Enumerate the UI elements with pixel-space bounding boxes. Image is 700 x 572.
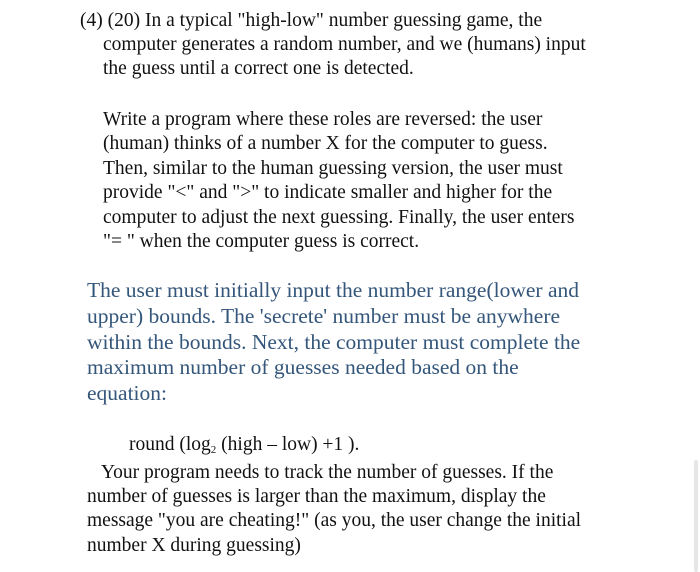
tracking-line: number of guesses is larger than the maximum, display the — [87, 486, 546, 508]
formula-log-base: 2 — [210, 444, 217, 456]
range-line: upper) bounds. The 'secrete' number must be anywhere — [87, 303, 561, 328]
task-line: provide "<" and ">" to indicate smaller and higher for the — [103, 182, 553, 204]
formula — [129, 433, 359, 457]
range-line: The user must initially input the number range(lower and — [87, 278, 579, 302]
question-intro — [80, 9, 586, 81]
scrollbar[interactable] — [694, 460, 698, 572]
task-paragraph — [103, 108, 575, 254]
task-line: "= " when the computer guess is correct. — [103, 231, 420, 253]
range-line: maximum number of guesses needed based on the — [87, 355, 519, 380]
formula-prefix: round (log — [129, 434, 211, 455]
tracking-line: Your program needs to track the number of guesses. If the — [101, 462, 554, 483]
formula-suffix: (high – low) +1 ). — [216, 434, 360, 455]
task-line: computer to adjust the next guessing. Finally, the user enters — [103, 206, 575, 228]
tracking-line: message "you are cheating!" (as you, the user change the initial — [87, 510, 582, 532]
task-line: Write a program where these roles are reversed: the user — [103, 109, 543, 130]
intro-line: computer generates a random number, and we (humans) input — [103, 34, 586, 55]
task-line: Then, similar to the human guessing version, the user must — [103, 157, 563, 179]
intro-line: the guess until a correct one is detected. — [103, 58, 414, 79]
tracking-line: number X during guessing) — [87, 534, 301, 556]
range-line: within the bounds. Next, the computer must complete the — [87, 329, 581, 354]
range-line: equation: — [87, 381, 168, 406]
tracking-paragraph — [87, 461, 581, 558]
intro-line: (4) (20) In a typical "high-low" number guessing game, the — [80, 10, 543, 31]
task-line: (human) thinks of a number X for the computer to guess. — [103, 133, 548, 155]
range-paragraph — [87, 278, 580, 407]
